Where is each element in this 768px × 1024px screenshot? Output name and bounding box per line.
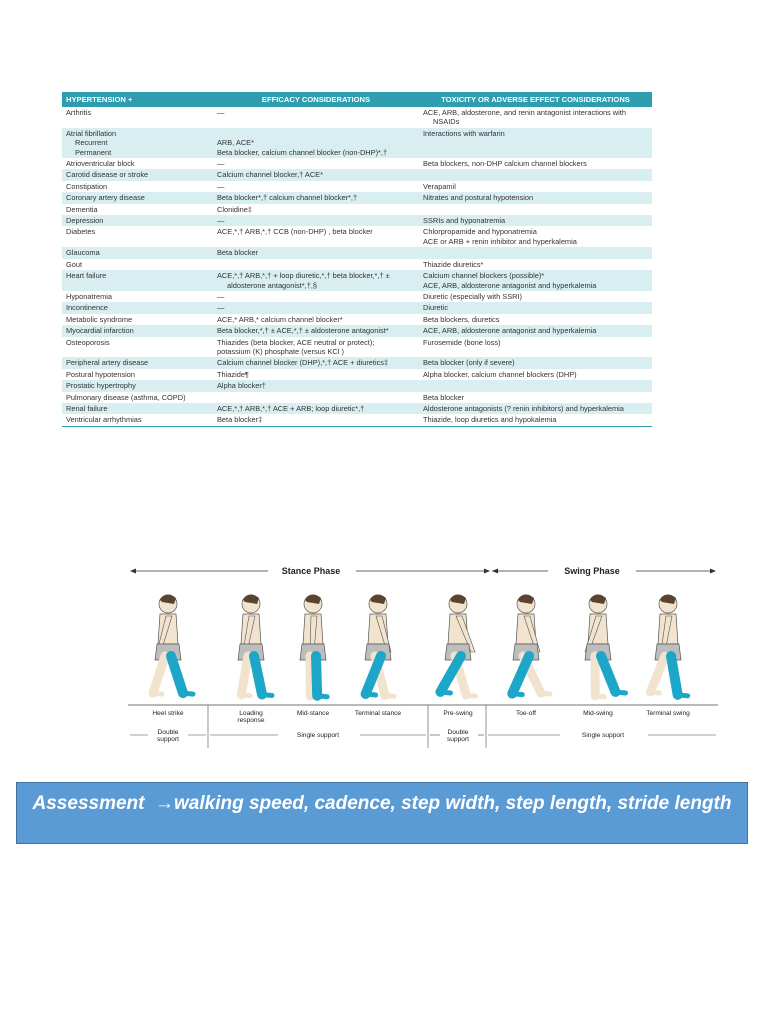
table-row <box>62 302 652 313</box>
condition-cell <box>62 380 213 391</box>
toxicity-cell <box>419 259 652 270</box>
support-label: Single support <box>581 732 625 739</box>
efficacy-line: ARB, ACE* <box>217 138 254 148</box>
condition-line: Gout <box>66 259 83 269</box>
toxicity-cell <box>419 369 652 380</box>
condition-cell <box>62 270 213 291</box>
condition-cell <box>62 128 213 158</box>
header-toxicity: TOXICITY OR ADVERSE EFFECT CONSIDERATIONS <box>419 92 652 107</box>
toxicity-line: Verapamil <box>423 181 456 191</box>
condition-cell <box>62 204 213 215</box>
condition-cell <box>62 181 213 192</box>
efficacy-line: Beta blocker*,† calcium channel blocker*,† <box>217 193 358 203</box>
efficacy-cell <box>213 392 419 403</box>
condition-cell <box>62 403 213 414</box>
condition-line: Renal failure <box>66 403 108 413</box>
toxicity-cell <box>419 302 652 313</box>
figure-foot-left <box>650 692 659 693</box>
gait-figures <box>153 594 688 696</box>
assessment-label: Assessment <box>32 793 145 814</box>
toxicity-cell <box>419 204 652 215</box>
efficacy-cell <box>213 357 419 368</box>
phase-label: Mid-stance <box>296 710 330 717</box>
efficacy-line: — <box>217 291 225 301</box>
toxicity-cell <box>419 337 652 358</box>
efficacy-cell <box>213 169 419 180</box>
condition-line: Permanent <box>75 147 112 157</box>
condition-line: Pulmonary disease (asthma, COPD) <box>66 392 186 402</box>
efficacy-line: Thiazide¶ <box>217 369 249 379</box>
efficacy-line: Clonidine‡ <box>217 204 252 214</box>
condition-line: Dementia <box>66 204 98 214</box>
support-label-line: Double <box>447 729 469 736</box>
efficacy-cell <box>213 204 419 215</box>
condition-line: Recurrent <box>75 138 108 148</box>
figure-leg-right <box>171 656 183 693</box>
table-row <box>62 107 652 128</box>
efficacy-line: — <box>217 216 225 226</box>
table-row <box>62 314 652 325</box>
toxicity-cell <box>419 414 652 426</box>
toxicity-cell <box>419 128 652 158</box>
figure-foot-left <box>541 693 550 694</box>
condition-line: Myocardial infarction <box>66 326 134 336</box>
table-row <box>62 158 652 169</box>
toxicity-cell <box>419 226 652 247</box>
toxicity-line: Beta blocker <box>423 392 465 402</box>
efficacy-cell <box>213 403 419 414</box>
toxicity-cell <box>419 392 652 403</box>
table-row <box>62 204 652 215</box>
toxicity-cell <box>419 380 652 391</box>
condition-line: Peripheral artery disease <box>66 358 149 368</box>
figure-foot-right <box>317 696 327 697</box>
table-row <box>62 192 652 203</box>
phase-label: Pre-swing <box>443 710 473 717</box>
phase-label: Heel strike <box>152 710 184 717</box>
efficacy-line: — <box>217 159 225 169</box>
support-label <box>447 729 469 743</box>
phase-label: Mid-swing <box>583 710 613 717</box>
toxicity-line: Alpha blocker, calcium channel blockers (DHP) <box>423 369 577 379</box>
table-row <box>62 181 652 192</box>
toxicity-cell <box>419 270 652 291</box>
figure-leg-left <box>153 656 165 693</box>
efficacy-line: Calcium channel blocker (DHP),*,† ACE + diuretics‡ <box>217 358 389 368</box>
table-row <box>62 357 652 368</box>
support-label-line: support <box>447 736 469 743</box>
figure-foot-right <box>512 694 522 695</box>
table-row <box>62 291 652 302</box>
condition-cell <box>62 357 213 368</box>
table-row <box>62 270 652 291</box>
figure-leg-right <box>254 656 262 694</box>
walking-figure <box>650 594 687 695</box>
figure-leg-left <box>650 656 665 692</box>
efficacy-line: Calcium channel blocker,† ACE* <box>217 170 323 180</box>
table-row <box>62 169 652 180</box>
figure-foot-right <box>678 695 688 696</box>
figure-foot-right <box>366 694 376 695</box>
toxicity-cell <box>419 325 652 336</box>
efficacy-line: ACE,* ARB,* calcium channel blocker* <box>217 314 343 324</box>
arrowhead <box>492 569 498 574</box>
walking-figure <box>153 594 193 694</box>
efficacy-line: ACE,*,† ARB,*,† ACE + ARB; loop diuretic*,† <box>217 403 365 413</box>
table-row <box>62 369 652 380</box>
figure-foot-right <box>440 692 450 693</box>
table-row <box>62 325 652 336</box>
toxicity-cell <box>419 291 652 302</box>
figure-foot-left <box>385 695 394 696</box>
toxicity-line: Diuretic (especially with SSRI) <box>423 291 522 301</box>
efficacy-cell <box>213 192 419 203</box>
walking-figure <box>238 594 272 695</box>
stance-phase-label: Stance Phase <box>281 566 341 576</box>
toxicity-cell <box>419 215 652 226</box>
efficacy-cell <box>213 181 419 192</box>
condition-line: Incontinence <box>66 303 108 313</box>
efficacy-cell <box>213 259 419 270</box>
figure-leg-right <box>601 656 616 692</box>
toxicity-line <box>423 170 648 179</box>
toxicity-line: ACE or ARB + renin inhibitor and hyperkalemia <box>423 236 577 246</box>
efficacy-line: Beta blocker‡ <box>217 415 263 425</box>
table-row <box>62 337 652 358</box>
walking-figure <box>365 594 394 696</box>
condition-cell <box>62 158 213 169</box>
toxicity-line <box>423 205 648 214</box>
efficacy-cell <box>213 247 419 258</box>
condition-line: Coronary artery disease <box>66 193 145 203</box>
efficacy-line <box>217 260 415 269</box>
gait-cycle-diagram <box>128 560 718 750</box>
walking-figure <box>300 594 327 696</box>
figure-foot-left <box>466 695 475 696</box>
efficacy-cell <box>213 158 419 169</box>
condition-line: Hyponatremia <box>66 291 113 301</box>
toxicity-line: Nitrates and postural hypotension <box>423 193 534 203</box>
condition-cell <box>62 325 213 336</box>
phase-label: Terminal swing <box>646 710 690 717</box>
comorbidity-table <box>62 92 652 427</box>
arrow-icon: → <box>155 793 175 814</box>
table-header-row <box>62 92 652 107</box>
figure-foot-left <box>595 696 604 697</box>
efficacy-cell <box>213 270 419 291</box>
support-label: Single support <box>296 732 340 739</box>
toxicity-line: Beta blockers, non-DHP calcium channel blockers <box>423 159 587 169</box>
efficacy-cell <box>213 302 419 313</box>
figure-foot-left <box>241 695 250 696</box>
condition-line: Ventricular arrhythmias <box>66 415 142 425</box>
toxicity-line: Beta blockers, diuretics <box>423 314 500 324</box>
walking-figure <box>585 594 626 696</box>
table-row <box>62 380 652 391</box>
walking-figure <box>512 594 550 694</box>
gait-phase-lines <box>128 569 718 749</box>
condition-cell <box>62 107 213 128</box>
table-row <box>62 392 652 403</box>
efficacy-line: Beta blocker,*,† ± ACE,*,† ± aldosterone antagonist* <box>217 326 389 336</box>
toxicity-line: Interactions with warfarin <box>423 128 505 138</box>
figure-leg-right <box>512 656 529 694</box>
condition-cell <box>62 414 213 426</box>
condition-line: Osteoporosis <box>66 337 110 347</box>
condition-line: Atrial fibrillation <box>66 128 117 138</box>
toxicity-cell <box>419 181 652 192</box>
toxicity-line <box>423 248 648 257</box>
efficacy-cell <box>213 128 419 158</box>
table-row <box>62 226 652 247</box>
toxicity-line: ACE, ARB, aldosterone, and renin antagonist interactions with <box>423 108 626 117</box>
efficacy-line: Alpha blocker† <box>217 381 266 391</box>
toxicity-cell <box>419 158 652 169</box>
condition-cell <box>62 226 213 247</box>
condition-line: Postural hypotension <box>66 369 136 379</box>
support-label-line: Double <box>157 729 179 736</box>
table-row <box>62 247 652 258</box>
toxicity-line: Aldosterone antagonists (? renin inhibitors) and hyperkalemia <box>423 403 624 413</box>
condition-line: Heart failure <box>66 271 107 281</box>
efficacy-line: Beta blocker, calcium channel blocker (non-DHP)*,† <box>217 147 388 157</box>
condition-line: Carotid disease or stroke <box>66 170 149 180</box>
toxicity-cell <box>419 107 652 128</box>
figure-leg-left <box>241 656 248 695</box>
toxicity-line: Thiazide, loop diuretics and hypokalemia <box>423 415 557 425</box>
efficacy-cell <box>213 215 419 226</box>
efficacy-cell <box>213 325 419 336</box>
efficacy-line: — <box>217 181 225 191</box>
efficacy-cell <box>213 369 419 380</box>
arrowhead <box>484 569 490 574</box>
toxicity-line: Furosemide (bone loss) <box>423 337 501 347</box>
header-hypertension: HYPERTENSION + <box>62 92 213 107</box>
condition-cell <box>62 314 213 325</box>
condition-cell <box>62 302 213 313</box>
phase-label: Toe-off <box>515 710 537 717</box>
efficacy-line: potassium (K) phosphate (versus KCl ) <box>217 346 344 356</box>
condition-cell <box>62 369 213 380</box>
hypertension-comorbidity-table <box>62 92 652 427</box>
condition-line: Constipation <box>66 181 108 191</box>
assessment-items: walking speed, cadence, step width, step length, stride length <box>174 793 732 814</box>
phase-label: Terminal stance <box>354 710 402 717</box>
efficacy-line: — <box>217 303 225 313</box>
toxicity-cell <box>419 357 652 368</box>
toxicity-cell <box>419 247 652 258</box>
phase-label <box>237 710 264 724</box>
toxicity-cell <box>419 169 652 180</box>
efficacy-cell <box>213 314 419 325</box>
figure-foot-right <box>262 694 272 695</box>
efficacy-cell <box>213 107 419 128</box>
figure-foot-left <box>153 693 162 694</box>
efficacy-line <box>217 393 415 402</box>
toxicity-line: Beta blocker (only if severe) <box>423 358 515 368</box>
efficacy-cell <box>213 226 419 247</box>
efficacy-cell <box>213 291 419 302</box>
toxicity-line: NSAIDs <box>433 117 460 127</box>
support-label-line: support <box>157 736 179 743</box>
efficacy-line: ACE,*,† ARB,*,† + loop diuretic,*,† beta blocker,*,† ± <box>217 271 390 281</box>
efficacy-line: Beta blocker <box>217 248 259 258</box>
efficacy-cell <box>213 414 419 426</box>
condition-line: Arthritis <box>66 108 92 117</box>
condition-line: Depression <box>66 216 104 226</box>
toxicity-cell <box>419 314 652 325</box>
phase-label-line: response <box>237 717 265 724</box>
phase-label-line: Loading <box>239 710 263 717</box>
table-row <box>62 403 652 414</box>
toxicity-cell <box>419 192 652 203</box>
swing-phase-label: Swing Phase <box>564 566 620 576</box>
assessment-banner <box>16 782 748 844</box>
condition-line: Metabolic syndrome <box>66 314 133 324</box>
arrowhead <box>130 569 136 574</box>
efficacy-line: — <box>217 108 225 117</box>
figure-foot-right <box>183 693 193 694</box>
condition-line: Glaucoma <box>66 248 100 258</box>
toxicity-line: Chlorpropamide and hyponatremia <box>423 227 537 237</box>
condition-cell <box>62 259 213 270</box>
table-row <box>62 215 652 226</box>
condition-line: Prostatic hypertrophy <box>66 381 136 391</box>
table-row <box>62 259 652 270</box>
toxicity-line: SSRIs and hyponatremia <box>423 216 506 226</box>
efficacy-line <box>217 129 415 138</box>
condition-cell <box>62 215 213 226</box>
condition-cell <box>62 169 213 180</box>
figure-foot-right <box>616 692 626 693</box>
walking-figure <box>440 594 475 696</box>
condition-cell <box>62 337 213 358</box>
efficacy-cell <box>213 380 419 391</box>
arrowhead <box>710 569 716 574</box>
toxicity-line: ACE, ARB, aldosterone antagonist and hyperkalemia <box>423 326 597 336</box>
toxicity-line: ACE, ARB, aldosterone antagonist and hyperkalemia <box>423 280 597 290</box>
toxicity-line <box>423 381 648 390</box>
table-row <box>62 414 652 426</box>
toxicity-line: Calcium channel blockers (possible)* <box>423 271 545 281</box>
efficacy-line: aldosterone antagonist*,†,§ <box>227 280 317 290</box>
toxicity-cell <box>419 403 652 414</box>
figure-leg-right <box>316 656 317 696</box>
support-label <box>157 729 179 743</box>
efficacy-line: Thiazides (beta blocker, ACE neutral or protect); <box>217 337 375 347</box>
efficacy-line: ACE,*,† ARB,*,† CCB (non-DHP) , beta blocker <box>217 227 373 237</box>
figure-leg-right <box>671 656 678 695</box>
condition-line: Diabetes <box>66 227 96 237</box>
toxicity-line: Diuretic <box>423 303 449 313</box>
condition-cell <box>62 392 213 403</box>
condition-line: Atrioventricular block <box>66 159 135 169</box>
condition-cell <box>62 247 213 258</box>
condition-cell <box>62 192 213 203</box>
table-row <box>62 128 652 158</box>
header-efficacy: EFFICACY CONSIDERATIONS <box>213 92 419 107</box>
toxicity-line: Thiazide diuretics* <box>423 259 484 269</box>
condition-cell <box>62 291 213 302</box>
table-body <box>62 107 652 426</box>
efficacy-cell <box>213 337 419 358</box>
